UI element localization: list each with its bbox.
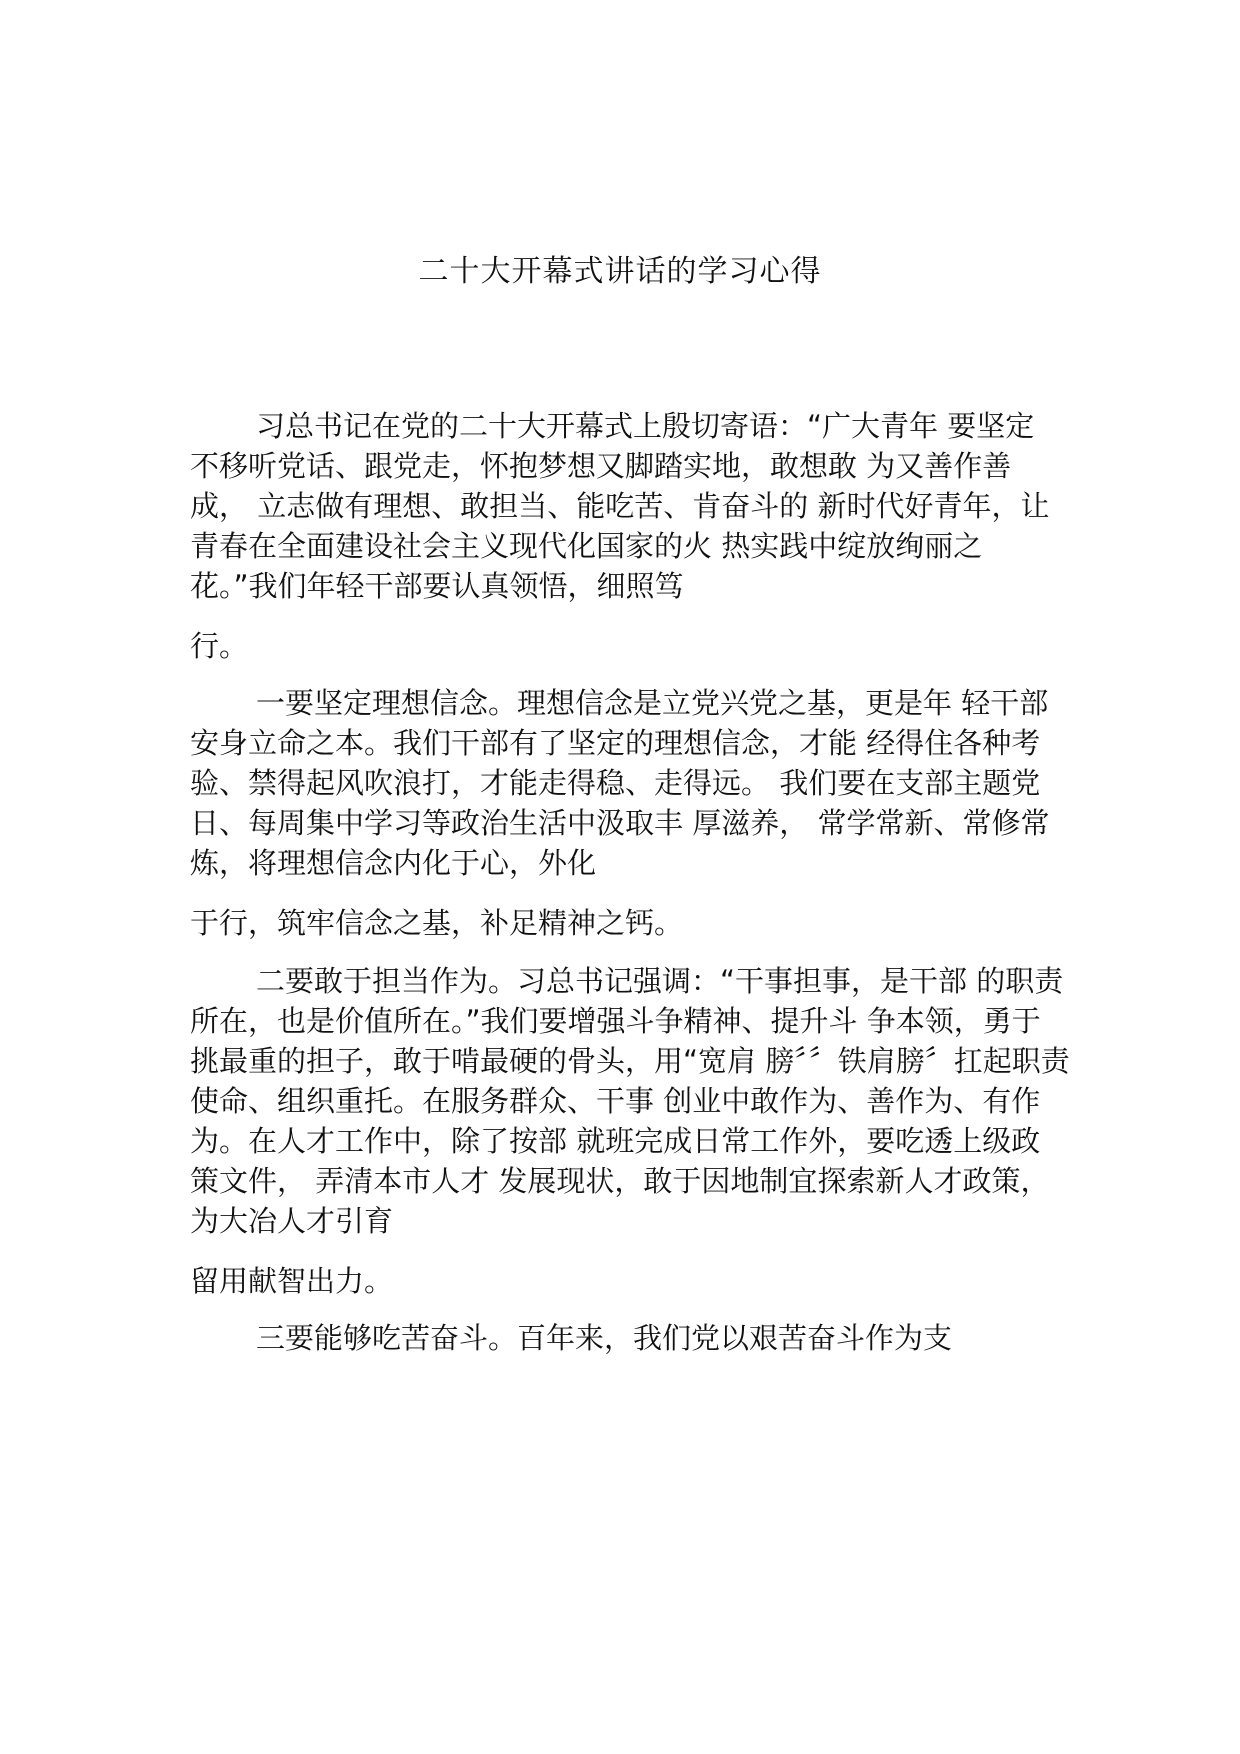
paragraph-5-line-7: 为大冶人才引育 [190,1204,394,1238]
paragraph-3-line-1: 一要坚定理想信念。理想信念是立党兴党之基，更是年 轻干部 [256,686,1049,720]
paragraph-5-line-3: 挑最重的担子，敢于啃最硬的骨头，用“宽肩 膀〞〞铁肩膀〞扛起职责 [190,1044,1070,1078]
paragraph-1-line-3: 成， 立志做有理想、敢担当、能吃苦、肯奋斗的 新时代好青年，让 [190,489,1050,523]
paragraph-4-line-1: 于行，筑牢信念之基，补足精神之钙。 [190,906,684,940]
document-title: 二十大开幕式讲话的学习心得 [418,254,822,289]
paragraph-5-line-2: 所在，也是价值所在。”我们要增强斗争精神、提升斗 争本领，勇于 [190,1004,1041,1038]
paragraph-1-line-4: 青春在全面建设社会主义现代化国家的火 热实践中绽放绚丽之 [190,529,983,563]
paragraph-7-line-1: 三要能够吃苦奋斗。百年来，我们党以艰苦奋斗作为支 [256,1321,953,1355]
paragraph-3-line-4: 日、每周集中学习等政治生活中汲取丰 厚滋养， 常学常新、常修常 [190,806,1050,840]
paragraph-1-line-1: 习总书记在党的二十大开幕式上殷切寄语：“广大青年 要坚定 [256,409,1035,443]
paragraph-3-line-5: 炼，将理想信念内化于心，外化 [190,846,597,880]
paragraph-5-line-6: 策文件， 弄清本市人才 发展现状，敢于因地制宜探索新人才政策， [190,1164,1050,1198]
paragraph-5-line-5: 为。在人才工作中，除了按部 就班完成日常工作外，要吃透上级政 [190,1124,1041,1158]
paragraph-3-line-3: 验、禁得起风吹浪打，才能走得稳、走得远。 我们要在支部主题党 [190,766,1041,800]
paragraph-5-line-4: 使命、组织重托。在服务群众、干事 创业中敢作为、善作为、有作 [190,1084,1041,1118]
paragraph-3-line-2: 安身立命之本。我们干部有了坚定的理想信念，才能 经得住各种考 [190,726,1041,760]
paragraph-5-line-1: 二要敢于担当作为。习总书记强调：“干事担事，是干部 的职责 [256,964,1064,998]
paragraph-2-line-1: 行。 [190,629,249,663]
paragraph-6-line-1: 留用献智出力。 [190,1264,394,1298]
paragraph-1-line-5: 花。”我们年轻干部要认真领悟，细照笃 [190,569,684,603]
paragraph-1-line-2: 不移听党话、跟党走，怀抱梦想又脚踏实地，敢想敢 为又善作善 [190,449,1012,483]
